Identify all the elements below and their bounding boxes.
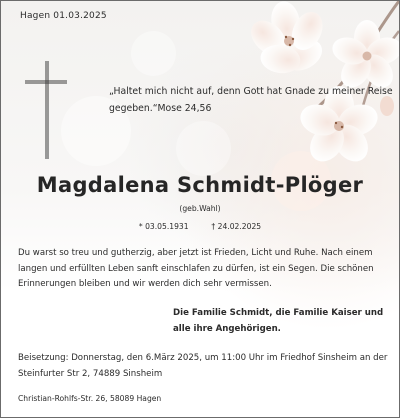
farewell-text: Du warst so treu und gutherzig, aber jetzt ist Frieden, Licht und Ruhe. Nach einem langen und erfüllten Leben sanft einschlafen zu dürfen, ist ein Segen. Die schönen Erinnerungen bleiben und wir werden dich sehr vermissen.	[18, 248, 374, 289]
place-date: Hagen 01.03.2025	[20, 11, 107, 21]
latin-cross-icon	[25, 61, 67, 159]
death-date: † 24.02.2025	[211, 222, 262, 231]
life-dates	[1, 222, 399, 231]
bokeh-light	[176, 121, 231, 176]
birth-date: * 03.05.1931	[138, 222, 189, 231]
burial-info: Beisetzung: Donnerstag, den 6.März 2025, um 11:00 Uhr im Friedhof Sinsheim an der Steinfurter Str 2, 74889 Sinsheim	[18, 353, 388, 379]
contact-address: Christian-Rohlfs-Str. 26, 58089 Hagen	[18, 394, 162, 403]
mourning-family: Die Familie Schmidt, die Familie Kaiser und alle ihre Angehörigen.	[173, 308, 384, 334]
bible-quote: „Haltet mich nicht auf, denn Gott hat Gnade zu meiner Reise gegeben.“Mose 24,56	[109, 86, 393, 114]
maiden-name: (geb.Wahl)	[179, 204, 221, 213]
deceased-name: Magdalena Schmidt-Plöger	[36, 173, 364, 197]
bokeh-light	[131, 31, 176, 76]
